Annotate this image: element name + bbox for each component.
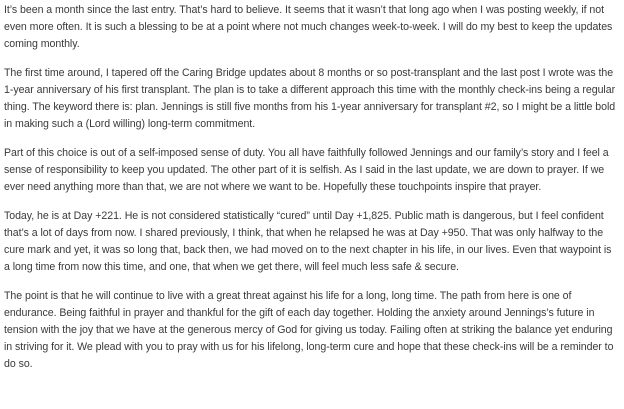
paragraph-4: Today, he is at Day +221. He is not considered statistically “cured” until Day +1,825. Public math is dangerous, but I feel confident that’s a lot of days from now. I shared previously, I think, that when he relapsed he was at Day +950. That was only halfway to the cure mark and yet, it was so long that, back then, we had moved on to the next chapter in his life, in our lives. Even that waypoint is a long time from now this time, and one, that when we get there, will feel much less safe & secure. [4,210,612,273]
paragraph-5: The point is that he will continue to live with a great threat against his life for a long, long time. The path from here is one of endurance. Being faithful in prayer and thankful for the gift of each day together. Holding the anxiety around Jennings’s future in tension with the joy that we have at the generous mercy of God for giving us today. Failing often at striking the balance yet enduring in striving for it. We plead with you to pray with us for his lifelong, long-term cure and hope that these check-ins will be a reminder to do so. [4,290,614,370]
paragraph-2: The first time around, I tapered off the Caring Bridge updates about 8 months or so post-transplant and the last post I wrote was the 1-year anniversary of his first transplant. The plan is to take a different approach this time with the monthly check-ins being a regular thing. The keyword there is: plan. Jennings is still five months from his 1-year anniversary for transplant #2, so I might be a little bold in making such a (Lord willing) long-term commitment. [4,67,616,130]
paragraph-1: It’s been a month since the last entry. That’s hard to believe. It seems that it wasn’t that long ago when I was posting weekly, if not even more often. It is such a blessing to be at a point where not much changes week-to-week. I will do my best to keep the updates coming monthly. [4,4,613,50]
paragraph-3: Part of this choice is out of a self-imposed sense of duty. You all have faithfully followed Jennings and our family’s story and I feel a sense of responsibility to keep you updated. The other part of it is selfish. As I said in the last update, we are down to prayer. If we ever need anything more than that, we are not where we want to be. Hopefully these touchpoints inspire that prayer. [4,147,609,193]
